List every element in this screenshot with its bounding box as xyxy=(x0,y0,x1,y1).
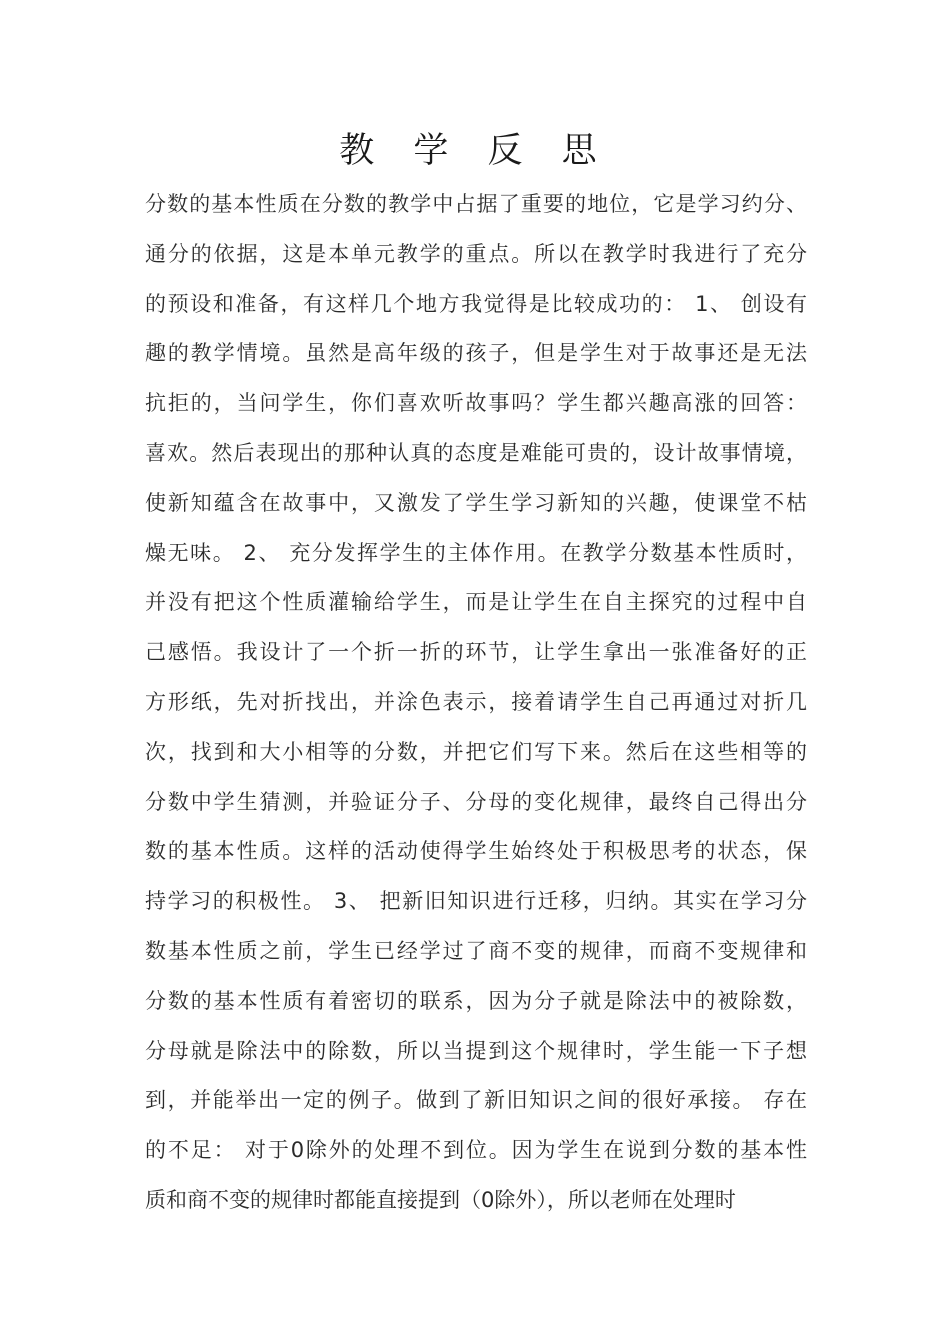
body-line: 趣的教学情境。虽然是高年级的孩子，但是学生对于故事还是无法 xyxy=(145,341,807,366)
body-line: 己感悟。我设计了一个折一折的环节，让学生拿出一张准备好的正 xyxy=(145,640,807,665)
body-line: 质和商不变的规律时都能直接提到（0除外），所以老师在处理时 xyxy=(145,1187,736,1212)
body-line: 使新知蕴含在故事中，又激发了学生学习新知的兴趣，使课堂不枯 xyxy=(145,490,807,515)
body-line: 持学习的积极性。 3、 把新旧知识进行迁移，归纳。其实在学习分 xyxy=(145,889,807,914)
document-title: 教 学 反 思 xyxy=(339,131,611,171)
body-line: 分数的基本性质在分数的教学中占据了重要的地位，它是学习约分、 xyxy=(145,192,807,216)
body-line: 数基本性质之前，学生已经学过了商不变的规律，而商不变规律和 xyxy=(145,938,807,963)
body-line: 的预设和准备，有这样几个地方我觉得是比较成功的： 1、 创设有 xyxy=(145,291,807,316)
body-line: 次，找到和大小相等的分数，并把它们写下来。然后在这些相等的 xyxy=(145,739,807,764)
body-line: 方形纸，先对折找出，并涂色表示，接着请学生自己再通过对折几 xyxy=(145,689,807,714)
body-line: 分数中学生猜测，并验证分子、分母的变化规律，最终自己得出分 xyxy=(145,789,807,814)
body-line: 数的基本性质。这样的活动使得学生始终处于积极思考的状态，保 xyxy=(145,839,807,864)
body-line: 分数的基本性质有着密切的联系，因为分子就是除法中的被除数， xyxy=(145,988,807,1013)
body-line: 分母就是除法中的除数，所以当提到这个规律时，学生能一下子想 xyxy=(145,1038,807,1063)
document-body xyxy=(145,180,807,1226)
body-line: 通分的依据，这是本单元教学的重点。所以在教学时我进行了充分 xyxy=(145,241,807,266)
body-line: 到，并能举出一定的例子。做到了新旧知识之间的很好承接。 存在 xyxy=(145,1088,807,1113)
body-line: 的不足： 对于0除外的处理不到位。因为学生在说到分数的基本性 xyxy=(145,1138,807,1163)
body-line: 燥无味。 2、 充分发挥学生的主体作用。在教学分数基本性质时， xyxy=(145,540,807,565)
body-line: 并没有把这个性质灌输给学生，而是让学生在自主探究的过程中自 xyxy=(145,590,807,615)
body-line: 抗拒的，当问学生，你们喜欢听故事吗？学生都兴趣高涨的回答： xyxy=(145,391,807,416)
body-line: 喜欢。然后表现出的那种认真的态度是难能可贵的，设计故事情境， xyxy=(145,440,807,465)
